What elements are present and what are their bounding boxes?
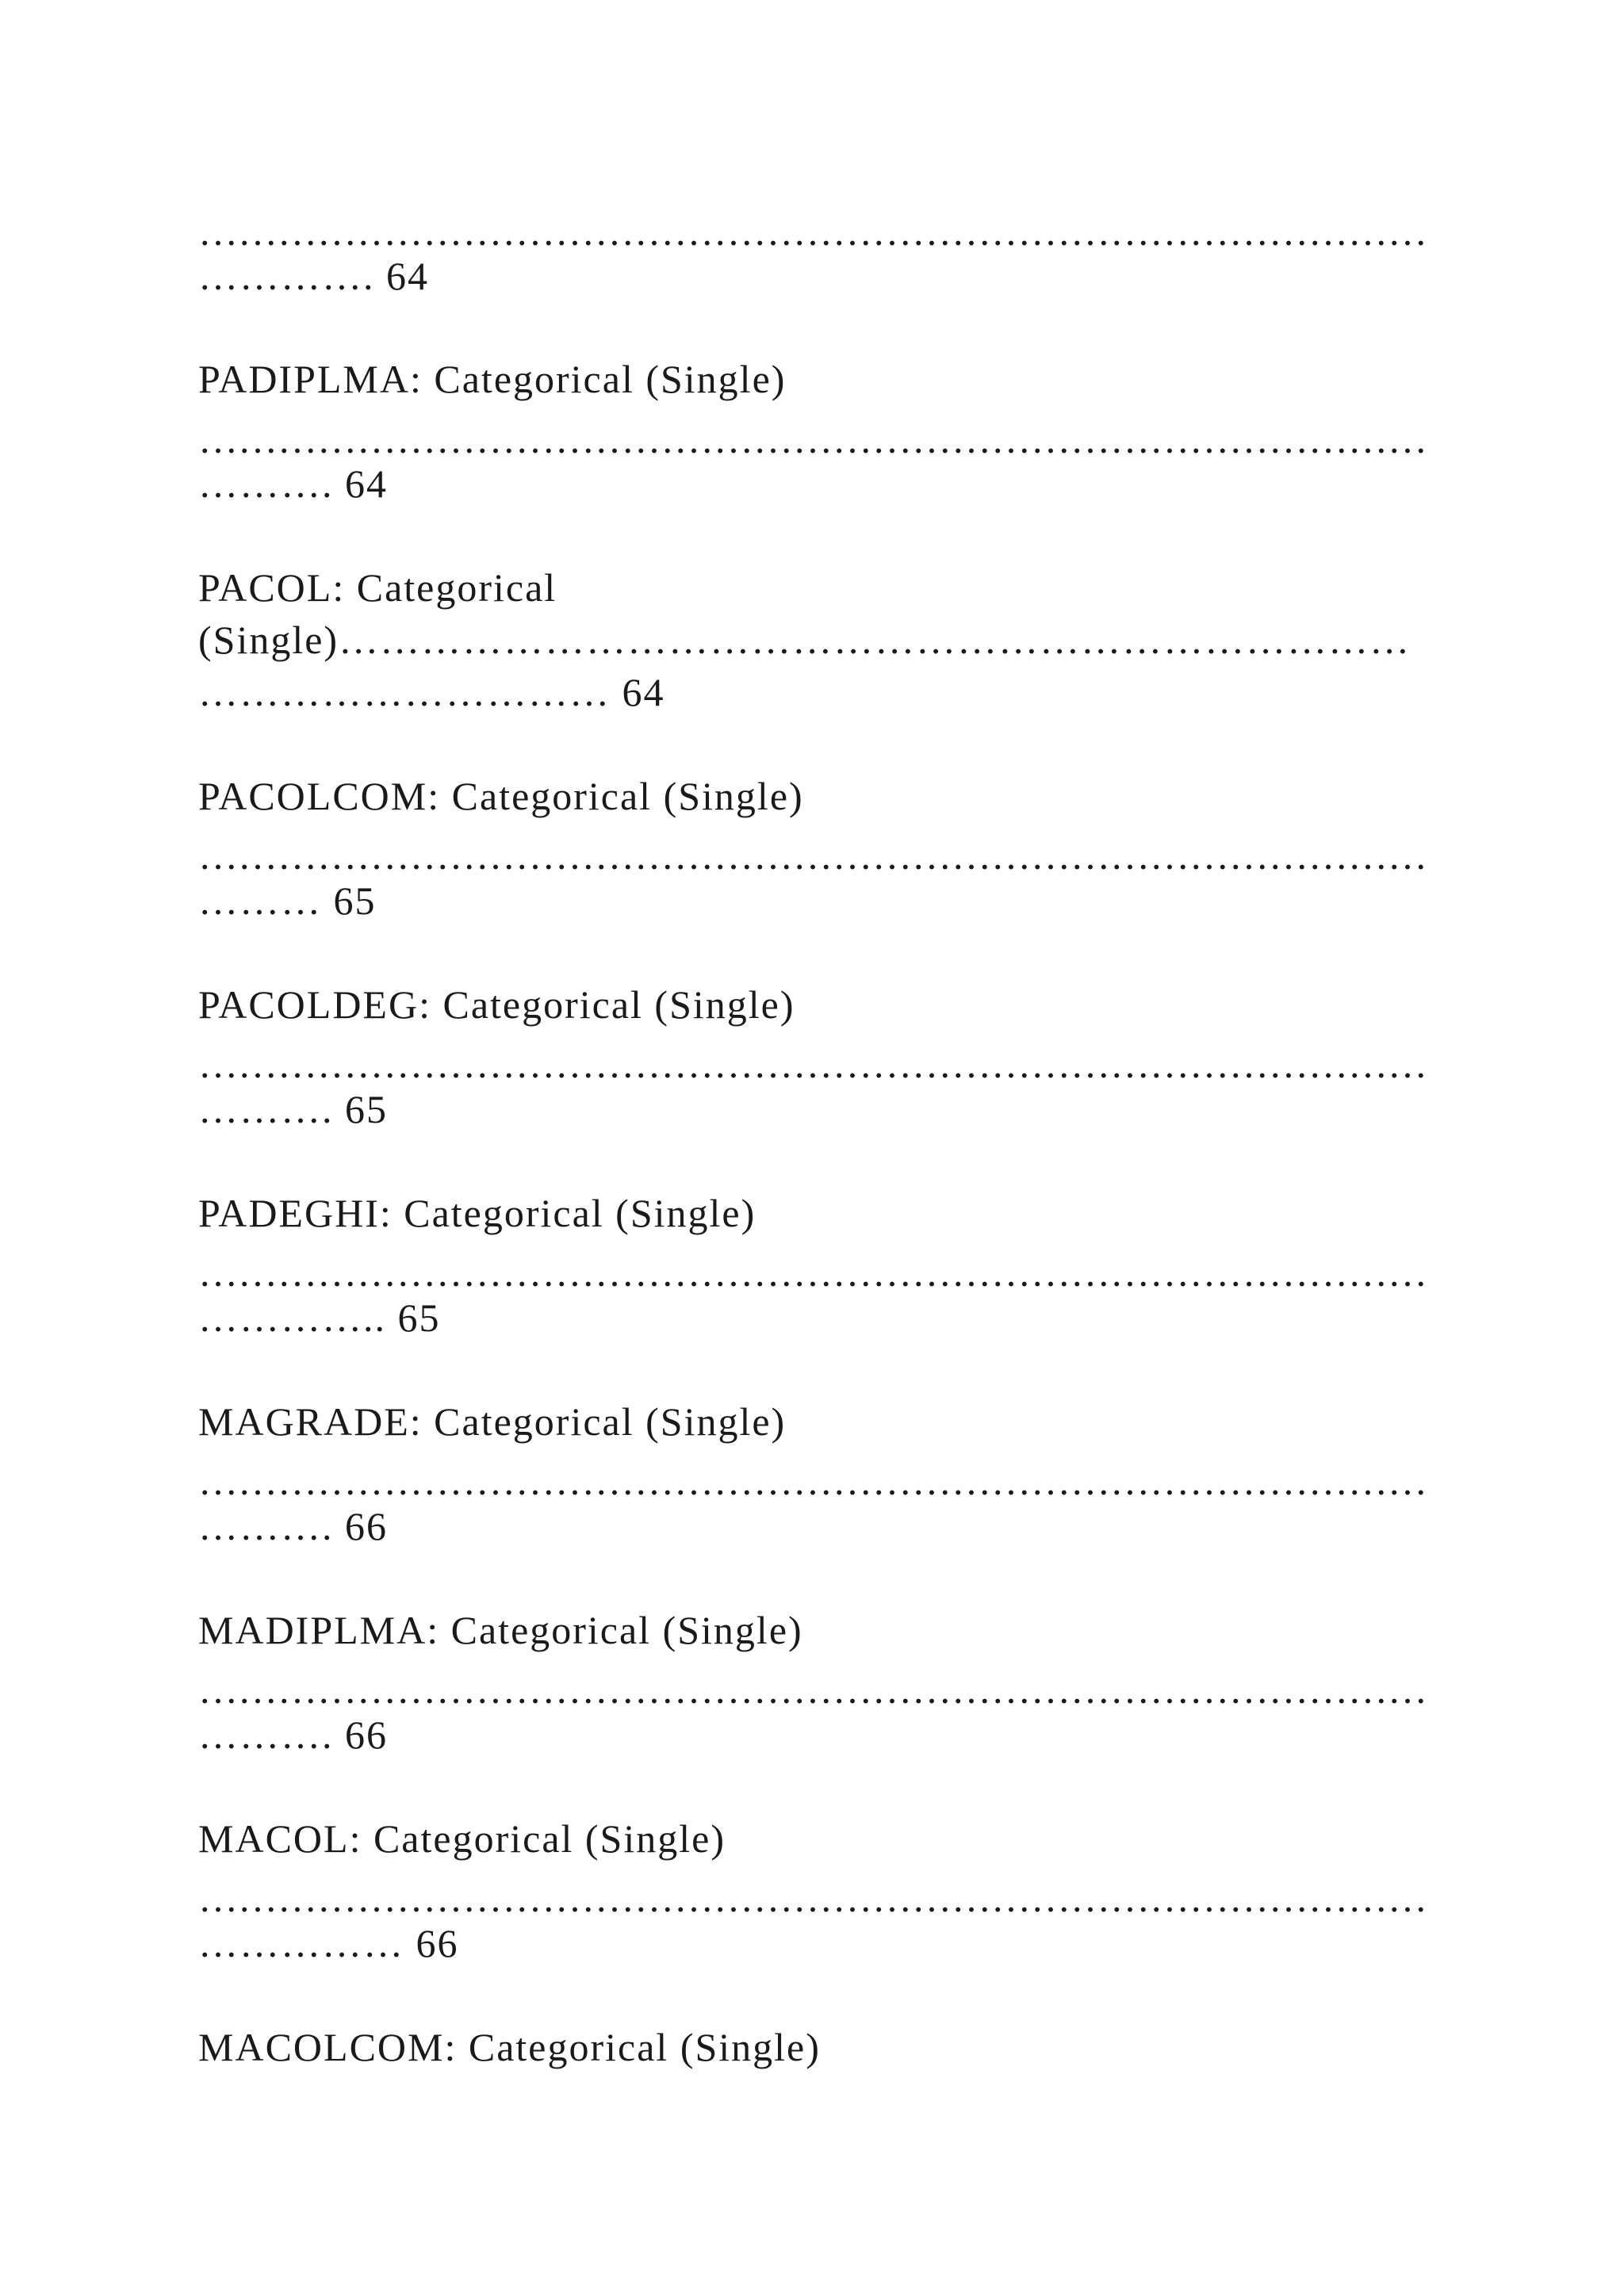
toc-entry-padeghi: PADEGHI: Categorical (Single) [198, 1191, 756, 1235]
toc-page-ref: ………. 66 [198, 1504, 388, 1548]
toc-entry-pacol-cont: (Single)…………………………………………………………………… [198, 618, 1411, 662]
toc-page-ref: …………. 64 [198, 254, 429, 298]
toc-leader-line: ………………………………………………………………………………… [198, 1667, 1427, 1712]
toc-entry-pacol: PACOL: Categorical [198, 565, 557, 610]
toc-page-ref: ……… 65 [198, 878, 377, 923]
toc-page-ref: ………………………… 64 [198, 670, 665, 714]
toc-leader-line: ………………………………………………………………………………… [198, 209, 1427, 254]
toc-leader-line: ………………………………………………………………………………… [198, 1459, 1427, 1503]
toc-entry-padiplma: PADIPLMA: Categorical (Single) [198, 357, 787, 401]
toc-page-ref: ………….. 65 [198, 1295, 441, 1340]
toc-leader-line: ………………………………………………………………………………… [198, 417, 1427, 461]
toc-leader-line: ………………………………………………………………………………… [198, 1876, 1427, 1920]
toc-page-ref: ………. 64 [198, 461, 388, 506]
toc-entry-magrade: MAGRADE: Categorical (Single) [198, 1399, 787, 1444]
toc-leader-line: ………………………………………………………………………………… [198, 1042, 1427, 1086]
toc-leader-line: ………………………………………………………………………………… [198, 1250, 1427, 1295]
toc-entry-macol: MACOL: Categorical (Single) [198, 1816, 726, 1861]
toc-leader-line: ………………………………………………………………………………… [198, 833, 1427, 878]
toc-page-ref: ………. 66 [198, 1712, 388, 1757]
toc-entry-pacolcom: PACOLCOM: Categorical (Single) [198, 774, 804, 818]
toc-entry-pacoldeg: PACOLDEG: Categorical (Single) [198, 982, 795, 1027]
toc-entry-madiplma: MADIPLMA: Categorical (Single) [198, 1608, 803, 1652]
toc-page-ref: …………… 66 [198, 1921, 459, 1965]
toc-entry-macolcom: MACOLCOM: Categorical (Single) [198, 2025, 821, 2069]
toc-page-ref: ………. 65 [198, 1087, 388, 1131]
